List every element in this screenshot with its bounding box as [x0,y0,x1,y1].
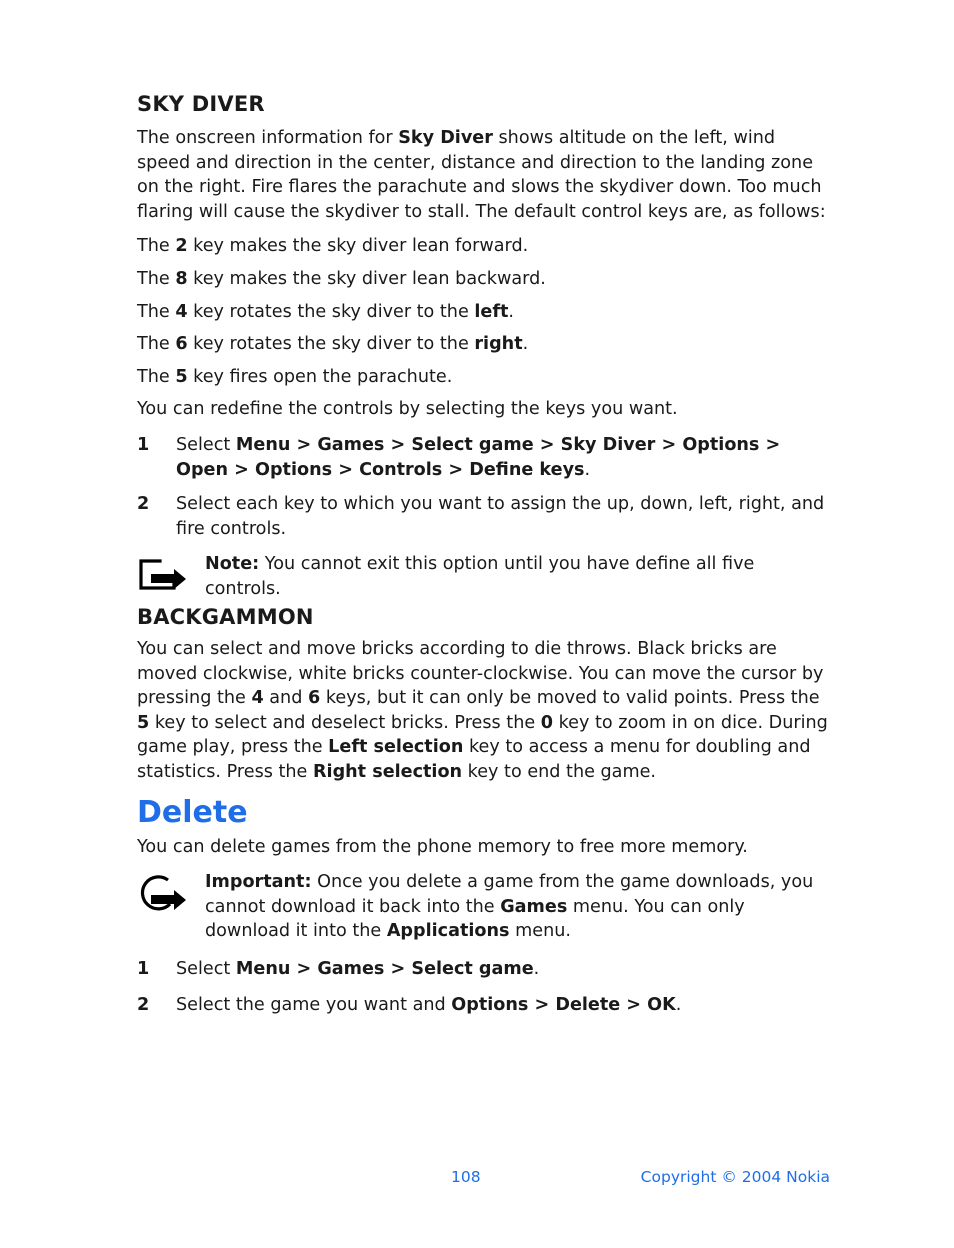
bg-text: and [263,688,308,708]
key-number: 4 [175,302,188,322]
bg-text: key to select and deselect bricks. Press the [149,712,541,733]
sky-diver-step-2 [137,492,829,542]
step-pre: Select [176,435,236,455]
step-pre: Select the game you want and [176,995,452,1015]
bg-left-selection: Left selection [328,737,464,757]
step-menu-path: Menu > Games > Select game > Sky Diver > Options > Open > Options > Controls > Define keys [176,435,781,480]
key-line-pre: The [137,302,176,322]
bg-key: 0 [540,712,554,733]
important-icon [138,874,188,914]
section-heading-delete: Delete [137,795,248,830]
bg-key: 5 [137,712,150,733]
backgammon-text [137,637,829,784]
copyright: Copyright © 2004 Nokia [640,1168,830,1186]
step-number: 1 [137,959,150,979]
bg-text: You can select and move bricks according to die throws. Black bricks are moved clockwise, white bricks counter-clockwise. You can move the cursor by pressing the [137,639,824,708]
bg-key: 6 [307,688,321,708]
key-line-pre: The [137,367,176,387]
note-label: Note: [205,554,260,574]
key-number: 5 [175,367,188,387]
delete-step-2 [137,993,829,1019]
key-line-6 [137,332,528,356]
step-text [176,993,829,1018]
important-applications: Applications [386,921,510,941]
key-number: 6 [175,334,188,354]
key-number: 8 [175,269,188,289]
key-line-pre: The [137,334,176,354]
key-line-end: . [522,334,529,354]
step-text: Select each key to which you want to assign the up, down, left, right, and fire controls. [176,494,825,539]
bg-right-selection: Right selection [312,761,463,782]
intro-bold-sky-diver: Sky Diver [398,128,493,148]
key-line-2 [137,234,528,258]
note-body: You cannot exit this option until you have define all five controls. [205,554,755,599]
bg-text: keys, but it can only be moved to valid points. Press the [320,688,820,708]
important-body: menu. [509,921,571,941]
step-end: . [675,995,682,1015]
step-text [176,433,829,482]
step-pre: Select [176,959,236,979]
key-line-post: key rotates the sky diver to the [187,302,475,322]
section-heading-backgammon: BACKGAMMON [137,605,314,629]
step-end: . [533,959,540,979]
key-line-post: key makes the sky diver lean forward. [187,236,529,256]
step-number: 2 [137,995,150,1015]
bg-key: 4 [251,688,264,708]
step-end: . [584,459,591,480]
redefine-text: You can redefine the controls by selecting the keys you want. [137,399,678,419]
intro-text-1: The onscreen information for [137,128,399,148]
sky-diver-intro [137,126,829,224]
important-games: Games [500,896,568,917]
delete-intro: You can delete games from the phone memory to free more memory. [137,837,748,857]
important-text [205,870,829,944]
key-line-pre: The [137,236,176,256]
bg-text: key to end the game. [462,761,657,782]
step-menu-path: Menu > Games > Select game [235,959,534,979]
page-number: 108 [451,1168,481,1186]
key-line-5 [137,365,452,389]
sky-diver-step-1 [137,433,829,483]
bg-text: key to access a menu for doubling and statistics. Press the [137,737,811,782]
key-direction: right [474,334,523,354]
section-heading-sky-diver: SKY DIVER [137,92,265,116]
delete-step-1 [137,957,829,983]
step-number: 1 [137,435,150,455]
step-menu-path: Options > Delete > OK [451,995,676,1015]
important-body: Once you delete a game from the game downloads, you cannot download it back into the [205,872,814,917]
key-line-end: . [508,302,514,322]
intro-text-2: shows altitude on the left, wind speed and direction in the center, distance and direction to the landing zone on the right. Fire flares the parachute and slows the skydiver down. Too much flaring will cause the skydiver to stall. The default control keys are, as follows: [137,128,826,222]
key-line-post: key rotates the sky diver to the [187,334,475,354]
key-direction: left [474,302,509,322]
key-number: 2 [175,236,188,256]
important-body: menu. You can only download it into the [205,896,745,941]
key-line-8 [137,267,546,291]
key-line-post: key makes the sky diver lean backward. [187,269,546,289]
step-number: 2 [137,494,150,514]
note-icon [138,557,188,593]
step-text [176,957,829,982]
key-line-pre: The [137,269,176,289]
important-label: Important: [205,872,312,892]
note-text [205,552,829,601]
key-line-post: key fires open the parachute. [187,367,453,387]
key-line-4 [137,300,514,324]
bg-text: key to zoom in on dice. During game play, press the [137,712,828,757]
